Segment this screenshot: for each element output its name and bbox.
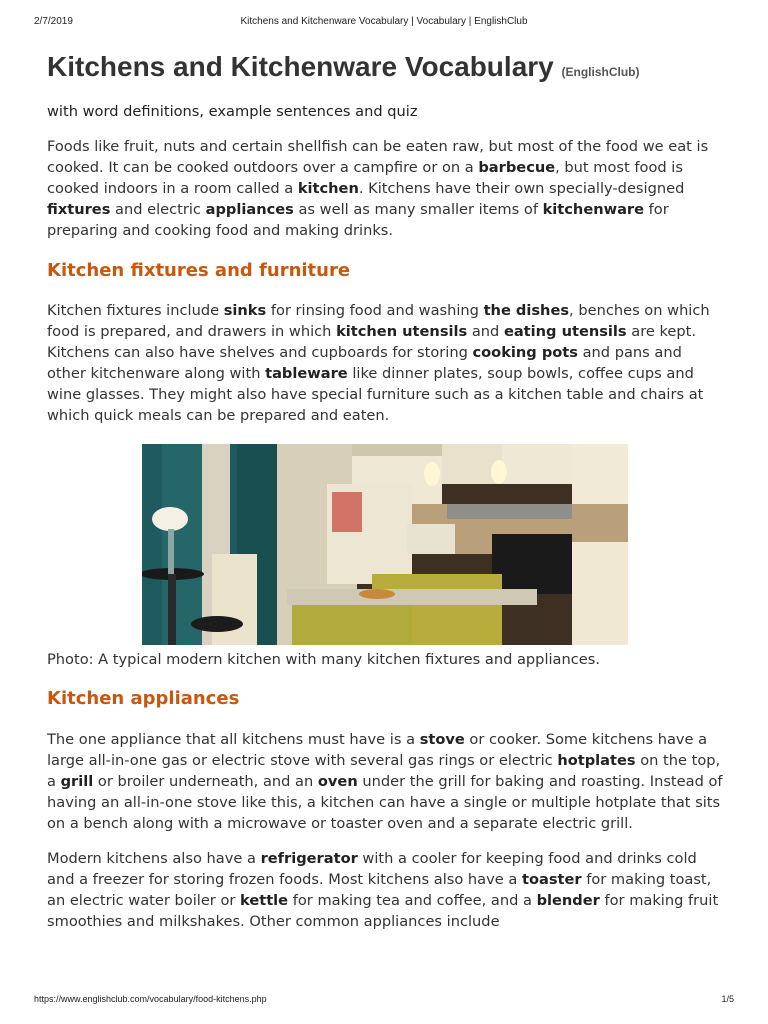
print-footer xyxy=(34,994,734,1008)
term-appliances: appliances xyxy=(205,201,294,218)
text: and xyxy=(467,323,504,340)
text: for making tea and coffee, and a xyxy=(288,892,537,909)
text: like dinner plates, soup bowls, coffee cups and wine glasses. They might also have special furniture such as a kitchen table and chairs at which quick meals can be prepared and eaten. xyxy=(47,365,704,424)
term-cooking-pots: cooking pots xyxy=(472,344,578,361)
page-number: 1/5 xyxy=(721,994,734,1004)
term-eating-utensils: eating utensils xyxy=(503,323,627,340)
term-toaster: toaster xyxy=(521,871,582,888)
text: for making fruit smoothies and milkshakes. Other common appliances include xyxy=(47,892,719,930)
print-date: 2/7/2019 xyxy=(34,16,73,27)
term-stove: stove xyxy=(419,731,465,748)
text: on the top, a xyxy=(47,752,721,790)
text: are kept. Kitchens can also have shelves and cupboards for storing xyxy=(47,323,697,361)
term-blender: blender xyxy=(536,892,600,909)
site-name: (EnglishClub) xyxy=(561,65,640,79)
article xyxy=(47,49,723,932)
appliances-paragraph-2 xyxy=(47,848,723,932)
text: for making toast, an electric water boiler or xyxy=(47,871,712,909)
text: under the grill for baking and roasting. Instead of having an all-in-one stove like this, a kitchen can have a single or multiple hotplate that sits on a bench along with a microwave or toaster oven and a separate electric grill. xyxy=(47,773,723,832)
text: The one appliance that all kitchens must have is a xyxy=(47,731,420,748)
text: as well as many smaller items of xyxy=(293,201,543,218)
page-title xyxy=(47,49,723,90)
text: and electric xyxy=(110,201,206,218)
term-oven: oven xyxy=(317,773,358,790)
text: with a cooler for keeping food and drinks cold and a freezer for storing frozen foods. Most kitchens also have a xyxy=(47,850,697,888)
section-heading-appliances: Kitchen appliances xyxy=(47,688,240,709)
text: , but most food is cooked indoors in a room called a xyxy=(47,159,683,197)
term-the-dishes: the dishes xyxy=(483,302,570,319)
text: or cooker. Some kitchens have a large all-in-one gas or electric stove with several gas rings or electric xyxy=(47,731,708,769)
print-header xyxy=(34,16,734,30)
term-grill: grill xyxy=(60,773,94,790)
term-hotplates: hotplates xyxy=(557,752,636,769)
term-tableware: tableware xyxy=(265,365,348,382)
text: Modern kitchens also have a xyxy=(47,850,261,867)
section-heading-fixtures: Kitchen fixtures and furniture xyxy=(47,260,351,281)
term-fixtures: fixtures xyxy=(47,201,111,218)
subtitle: with word definitions, example sentences and quiz xyxy=(47,103,418,120)
kitchen-photo xyxy=(142,444,628,645)
page-title-text: Kitchens and Kitchenware Vocabulary xyxy=(47,51,554,82)
text: . Kitchens have their own specially-designed xyxy=(358,180,685,197)
text: Kitchen fixtures include xyxy=(47,302,224,319)
fixtures-paragraph xyxy=(47,300,723,426)
text: or broiler underneath, and an xyxy=(93,773,318,790)
appliances-paragraph-1 xyxy=(47,729,723,834)
text: for preparing and cooking food and making drinks. xyxy=(47,201,669,239)
term-kitchenware: kitchenware xyxy=(542,201,645,218)
photo-caption: Photo: A typical modern kitchen with many kitchen fixtures and appliances. xyxy=(47,651,600,668)
term-sinks: sinks xyxy=(223,302,267,319)
term-refrigerator: refrigerator xyxy=(260,850,358,867)
term-kitchen: kitchen xyxy=(297,180,359,197)
print-page-title: Kitchens and Kitchenware Vocabulary | Vocabulary | EnglishClub xyxy=(240,16,528,27)
term-barbecue: barbecue xyxy=(478,159,556,176)
print-url: https://www.englishclub.com/vocabulary/food-kitchens.php xyxy=(34,994,267,1004)
text: and pans and other kitchenware along with xyxy=(47,344,682,382)
intro-paragraph xyxy=(47,136,723,241)
text: Foods like fruit, nuts and certain shellfish can be eaten raw, but most of the food we eat is cooked. It can be cooked outdoors over a campfire or on a xyxy=(47,138,709,176)
text: , benches on which food is prepared, and drawers in which xyxy=(47,302,710,340)
term-kitchen-utensils: kitchen utensils xyxy=(336,323,468,340)
term-kettle: kettle xyxy=(240,892,289,909)
text: for rinsing food and washing xyxy=(266,302,484,319)
